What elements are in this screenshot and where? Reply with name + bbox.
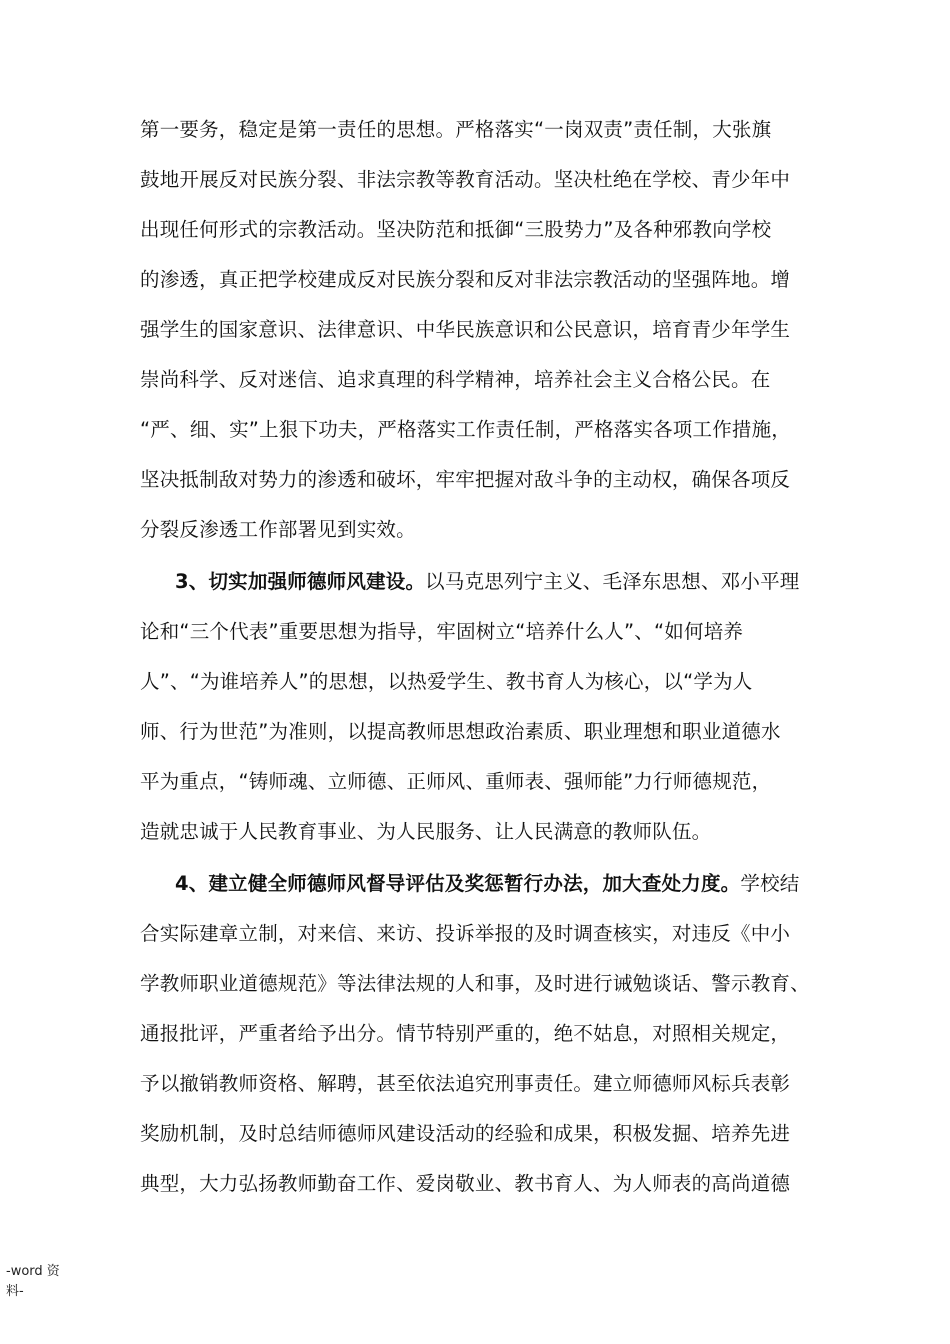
paragraph-4-line-3: 学教师职业道德规范》等法律法规的人和事，及时进行诫勉谈话、警示教育、 [140, 972, 810, 995]
paragraph-1-line-7: “严、细、实”上狠下功夫，严格落实工作责任制，严格落实各项工作措施， [140, 418, 792, 441]
paragraph-3-line-5: 平为重点，“铸师魂、立师德、正师风、重师表、强师能”力行师德规范， [140, 770, 772, 793]
paragraph-1-line-4: 的渗透，真正把学校建成反对民族分裂和反对非法宗教活动的坚强阵地。增 [140, 268, 791, 291]
paragraph-3-line-6: 造就忠诚于人民教育事业、为人民服务、让人民满意的教师队伍。 [140, 820, 712, 843]
paragraph-3-line-2: 论和“三个代表”重要思想为指导，牢固树立“培养什么人”、“如何培养 [140, 620, 744, 643]
paragraph-1-line-3: 出现任何形式的宗教活动。坚决防范和抵御“三股势力”及各种邪教向学校 [140, 218, 772, 241]
paragraph-3-heading: 3、切实加强师德师风建设。 [175, 570, 426, 593]
paragraph-1-line-1: 第一要务，稳定是第一责任的思想。严格落实“一岗双责”责任制，大张旗 [140, 118, 772, 141]
paragraph-3-line-1 [175, 564, 799, 600]
paragraph-4-heading: 4、建立健全师德师风督导评估及奖惩暂行办法，加大查处力度。 [175, 872, 741, 895]
paragraph-4-line-7: 典型，大力弘扬教师勤奋工作、爱岗敬业、教书育人、为人师表的高尚道德 [140, 1172, 791, 1195]
paragraph-1-line-2: 鼓地开展反对民族分裂、非法宗教等教育活动。坚决杜绝在学校、青少年中 [140, 168, 791, 191]
paragraph-3-line-3: 人”、“为谁培养人”的思想，以热爱学生、教书育人为核心，以“学为人 [140, 670, 753, 693]
paragraph-1-line-5: 强学生的国家意识、法律意识、中华民族意识和公民意识，培育青少年学生 [140, 318, 791, 341]
paragraph-1-line-6: 崇尚科学、反对迷信、追求真理的科学精神，培养社会主义合格公民。在 [140, 368, 771, 391]
paragraph-3-first-line-text: 以马克思列宁主义、毛泽东思想、邓小平理 [425, 570, 800, 593]
paragraph-4-line-4: 通报批评，严重者给予出分。情节特别严重的，绝不姑息，对照相关规定， [140, 1022, 791, 1045]
paragraph-4-line-5: 予以撤销教师资格、解聘，甚至依法追究刑事责任。建立师德师风标兵表彰 [140, 1072, 791, 1095]
paragraph-1-line-9: 分裂反渗透工作部署见到实效。 [140, 518, 416, 541]
paragraph-4-first-line-text: 学校结 [740, 872, 800, 895]
paragraph-4-line-6: 奖励机制，及时总结师德师风建设活动的经验和成果，积极发掘、培养先进 [140, 1122, 791, 1145]
paragraph-1-line-8: 坚决抵制敌对势力的渗透和破坏，牢牢把握对敌斗争的主动权，确保各项反 [140, 468, 791, 491]
paragraph-3-line-4: 师、行为世范”为准则，以提高教师思想政治素质、职业理想和职业道德水 [140, 720, 781, 743]
paragraph-4-line-2: 合实际建章立制，对来信、来访、投诉举报的及时调查核实，对违反《中小 [140, 922, 791, 945]
page-footer: -word 资料- [6, 1264, 60, 1299]
paragraph-4-line-1 [175, 866, 799, 902]
